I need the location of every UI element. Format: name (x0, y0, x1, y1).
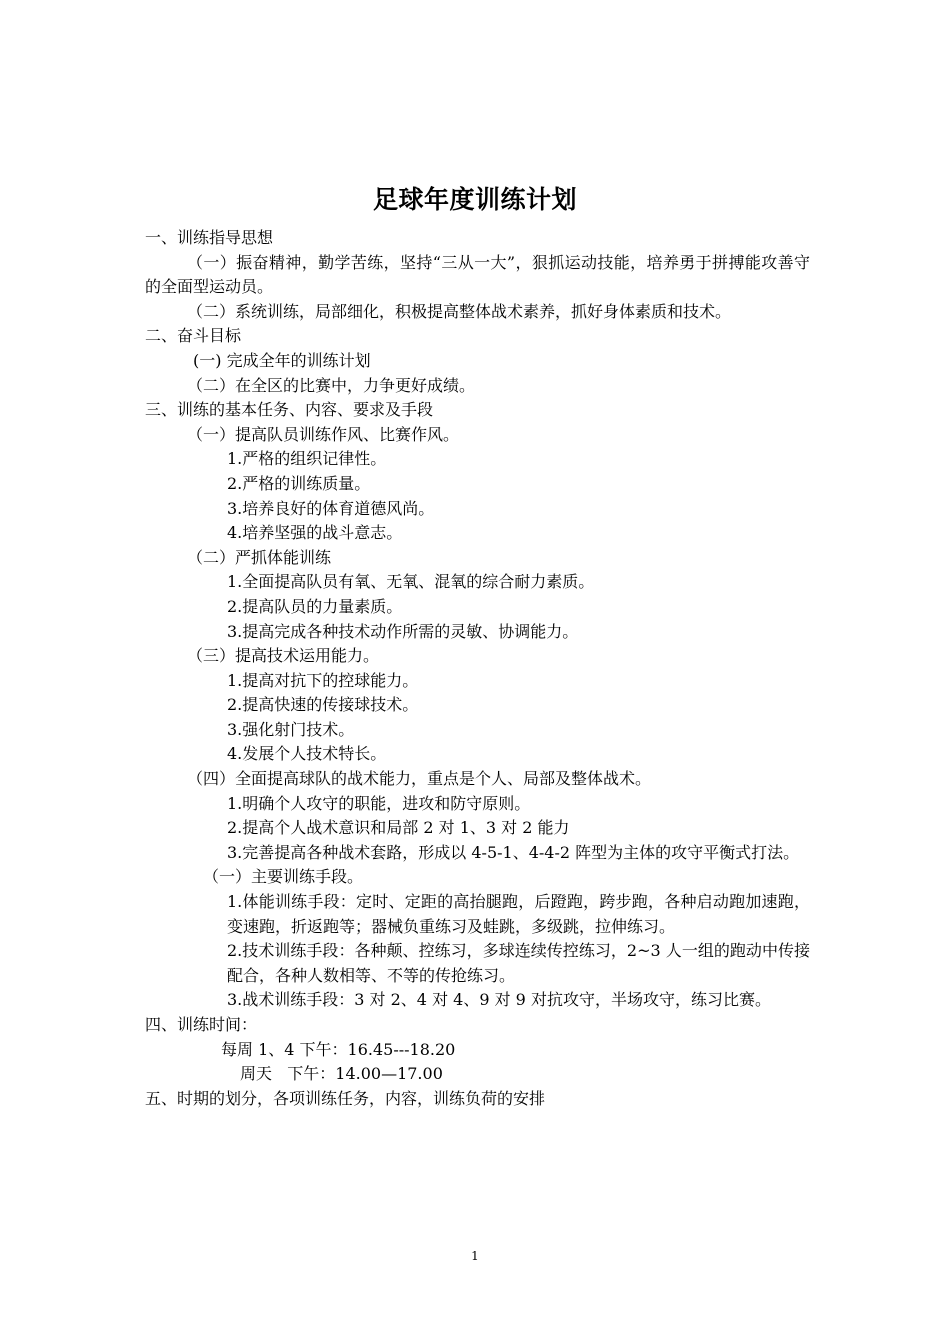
subsection-heading: （一）主要训练手段。 (203, 867, 364, 887)
section-heading: 三、训练的基本任务、内容、要求及手段 (145, 400, 434, 420)
section-heading: 一、训练指导思想 (145, 228, 274, 247)
list-item: 1.严格的组织记律性。 (227, 449, 387, 469)
section-heading: 四、训练时间： (145, 1015, 258, 1034)
section-heading: 五、时期的划分，各项训练任务，内容，训练负荷的安排 (145, 1088, 546, 1108)
paragraph: （一）振奋精神，勤学苦练，坚持“三从一大”，狠抓运动技能，培养勇于拼搏能攻善守的全面型运动员。 (145, 252, 810, 297)
schedule-line: 每周 1、4 下午：16.45---18.20 (221, 1039, 456, 1059)
subsection-heading: （一）提高队员训练作风、比赛作风。 (187, 424, 460, 444)
list-item: 3.强化射门技术。 (227, 719, 355, 739)
list-item: 3.完善提高各种战术套路，形成以 4-5-1、4-4-2 阵型为主体的攻守平衡式打法。 (227, 842, 800, 862)
list-item: 1.体能训练手段：定时、定距的高抬腿跑，后蹬跑，跨步跑，各种启动跑加速跑，变速跑，折返跑等；器械负重练习及蛙跳，多级跳，拉伸练习。 (227, 892, 810, 936)
subsection-heading: （三）提高技术运用能力。 (187, 646, 380, 666)
subsection-heading: （四）全面提高球队的战术能力，重点是个人、局部及整体战术。 (187, 769, 652, 789)
subsection-heading: （二）严抓体能训练 (187, 547, 332, 567)
list-item: 4.发展个人技术特长。 (227, 744, 387, 764)
list-item: 4.培养坚强的战斗意志。 (227, 523, 403, 543)
paragraph: (一) 完成全年的训练计划 (193, 350, 371, 370)
list-item: 3.培养良好的体育道德风尚。 (227, 498, 435, 518)
list-item: 1.明确个人攻守的职能，进攻和防守原则。 (227, 793, 531, 813)
list-item: 2.严格的训练质量。 (227, 473, 371, 493)
paragraph: （二）在全区的比赛中，力争更好成绩。 (187, 375, 476, 395)
list-item: 2.技术训练手段：各种颠、控练习，多球连续传控练习，2~3 人一组的跑动中传接配合，各种人数相等、不等的传抢练习。 (227, 941, 810, 985)
document-body (145, 226, 810, 1111)
list-item: 1.提高对抗下的控球能力。 (227, 670, 419, 690)
list-item: 3.提高完成各种技术动作所需的灵敏、协调能力。 (227, 621, 579, 641)
schedule-line: 周天 下午：14.00—17.00 (240, 1064, 443, 1084)
list-item: 1.全面提高队员有氧、无氧、混氧的综合耐力素质。 (227, 572, 595, 592)
paragraph: （二）系统训练，局部细化，积极提高整体战术素养，抓好身体素质和技术。 (187, 301, 732, 321)
page-number: 1 (471, 1249, 479, 1263)
list-item: 2.提高队员的力量素质。 (227, 596, 403, 616)
section-heading: 二、奋斗目标 (145, 326, 242, 346)
list-item: 3.战术训练手段：3 对 2、4 对 4、9 对 9 对抗攻守，半场攻守，练习比赛。 (227, 990, 771, 1010)
document-title: 足球年度训练计划 (372, 185, 577, 214)
list-item: 2.提高个人战术意识和局部 2 对 1、3 对 2 能力 (227, 818, 570, 838)
list-item: 2.提高快速的传接球技术。 (227, 695, 419, 715)
